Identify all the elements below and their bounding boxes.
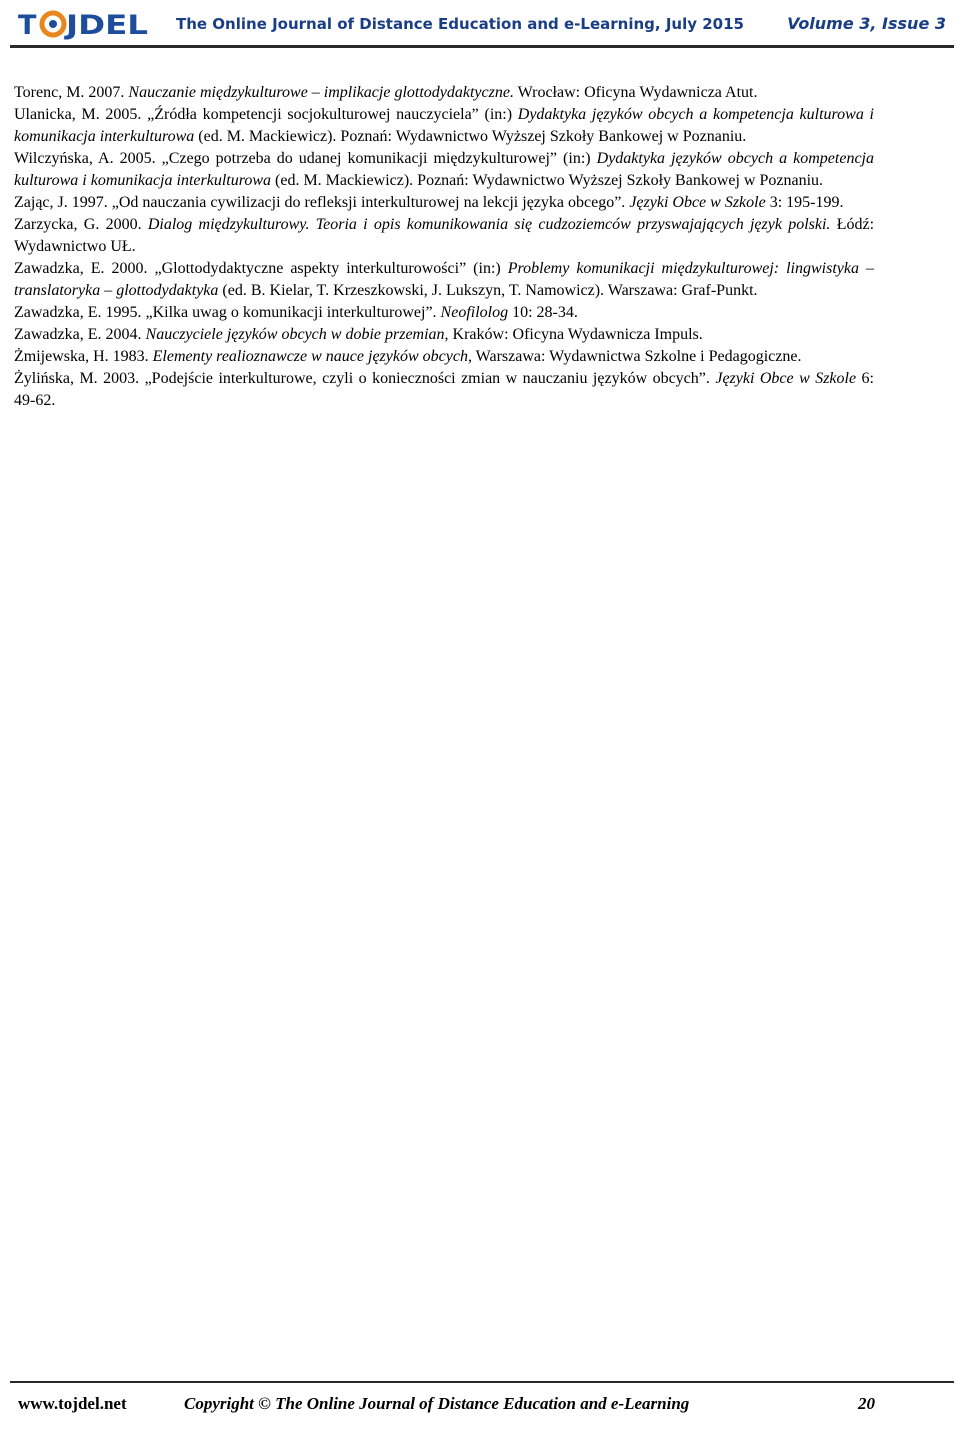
reference-text-segment: Zawadzka, E. 2000. „Glottodydaktyczne aspekty interkulturowości” (in:) (14, 260, 508, 277)
reference-text-segment: Ulanicka, M. 2005. „Źródła kompetencji socjokulturowej nauczyciela” (in:) (14, 106, 518, 123)
reference-title-segment: Problemy komunikacji międzykulturowej: lingwistyka – translatoryka – glottodydaktyka (14, 260, 874, 299)
reference-title-segment: Dydaktyka języków obcych a kompetencja kulturowa i komunikacja interkulturowa (14, 106, 874, 145)
footer-website: www.tojdel.net (18, 1394, 127, 1413)
reference-entry (14, 258, 874, 302)
header-divider (10, 45, 954, 48)
reference-title-segment: Języki Obce w Szkole (629, 194, 766, 211)
reference-entry (14, 324, 874, 346)
tojdel-logo (18, 7, 150, 41)
reference-text-segment: , Kraków: Oficyna Wydawnicza Impuls. (444, 326, 703, 343)
reference-text-segment: Żylińska, M. 2003. „Podejście interkulturowe, czyli o konieczności zmian w nauczaniu języków obcych”. (14, 370, 716, 387)
reference-entry (14, 148, 874, 192)
reference-entry (14, 104, 874, 148)
journal-title: The Online Journal of Distance Education and e-Learning, July 2015 (176, 15, 744, 33)
reference-text-segment: (ed. M. Mackiewicz). Poznań: Wydawnictwo Wyższej Szkoły Bankowej w Poznaniu. (271, 172, 824, 189)
footer-divider (10, 1381, 954, 1383)
reference-text-segment: (ed. B. Kielar, T. Krzeszkowski, J. Lukszyn, T. Namowicz). Warszawa: Graf-Punkt. (218, 282, 758, 299)
reference-title-segment: Języki Obce w Szkole (715, 370, 857, 387)
reference-text-segment: Wilczyńska, A. 2005. „Czego potrzeba do udanej komunikacji międzykulturowej” (in:) (14, 150, 597, 167)
reference-text-segment: 6: 49-62. (14, 370, 874, 409)
reference-entry (14, 192, 874, 214)
reference-text-segment: Wrocław: Oficyna Wydawnicza Atut. (513, 84, 758, 101)
reference-title-segment: Nauczyciele języków obcych w dobie przemian (145, 326, 445, 343)
reference-title-segment: Elementy realioznawcze w nauce języków obcych, (152, 348, 472, 365)
reference-text-segment: 3: 195-199. (765, 194, 844, 211)
svg-text:T: T (18, 10, 37, 41)
reference-text-segment: (ed. M. Mackiewicz). Poznań: Wydawnictwo Wyższej Szkoły Bankowej w Poznaniu. (194, 128, 747, 145)
reference-title-segment: Nauczanie międzykulturowe – implikacje glottodydaktyczne. (128, 84, 514, 101)
reference-entry (14, 82, 874, 104)
volume-issue: Volume 3, Issue 3 (787, 14, 946, 33)
reference-text-segment: 10: 28-34. (508, 304, 578, 321)
footer-copyright: Copyright © The Online Journal of Distance Education and e-Learning (184, 1394, 690, 1413)
reference-text-segment: Żmijewska, H. 1983. (14, 348, 153, 365)
reference-text-segment: Zawadzka, E. 2004. (14, 326, 146, 343)
reference-entry (14, 214, 874, 258)
page-header (0, 0, 960, 50)
reference-entry (14, 368, 874, 412)
reference-text-segment: Warszawa: Wydawnictwa Szkolne i Pedagogiczne. (471, 348, 802, 365)
page-number: 20 (858, 1394, 875, 1413)
reference-list (14, 82, 874, 412)
svg-text:JDEL: JDEL (63, 10, 148, 41)
reference-title-segment: Neofilolog (440, 304, 509, 321)
reference-text-segment: Łódź: Wydawnictwo UŁ. (14, 216, 875, 255)
reference-entry (14, 346, 874, 368)
reference-text-segment: Zawadzka, E. 1995. „Kilka uwag o komunikacji interkulturowej”. (14, 304, 441, 321)
reference-text-segment: Zając, J. 1997. „Od nauczania cywilizacji do refleksji interkulturowej na lekcji języka obcego”. (14, 194, 630, 211)
reference-title-segment: Dialog międzykulturowy. Teoria i opis komunikowania się cudzoziemców przyswajających język polski. (147, 216, 831, 233)
reference-entry (14, 302, 874, 324)
reference-text-segment: Torenc, M. 2007. (14, 84, 129, 101)
reference-title-segment: Dydaktyka języków obcych a kompetencja kulturowa i komunikacja interkulturowa (14, 150, 874, 189)
reference-text-segment: Zarzycka, G. 2000. (14, 216, 148, 233)
